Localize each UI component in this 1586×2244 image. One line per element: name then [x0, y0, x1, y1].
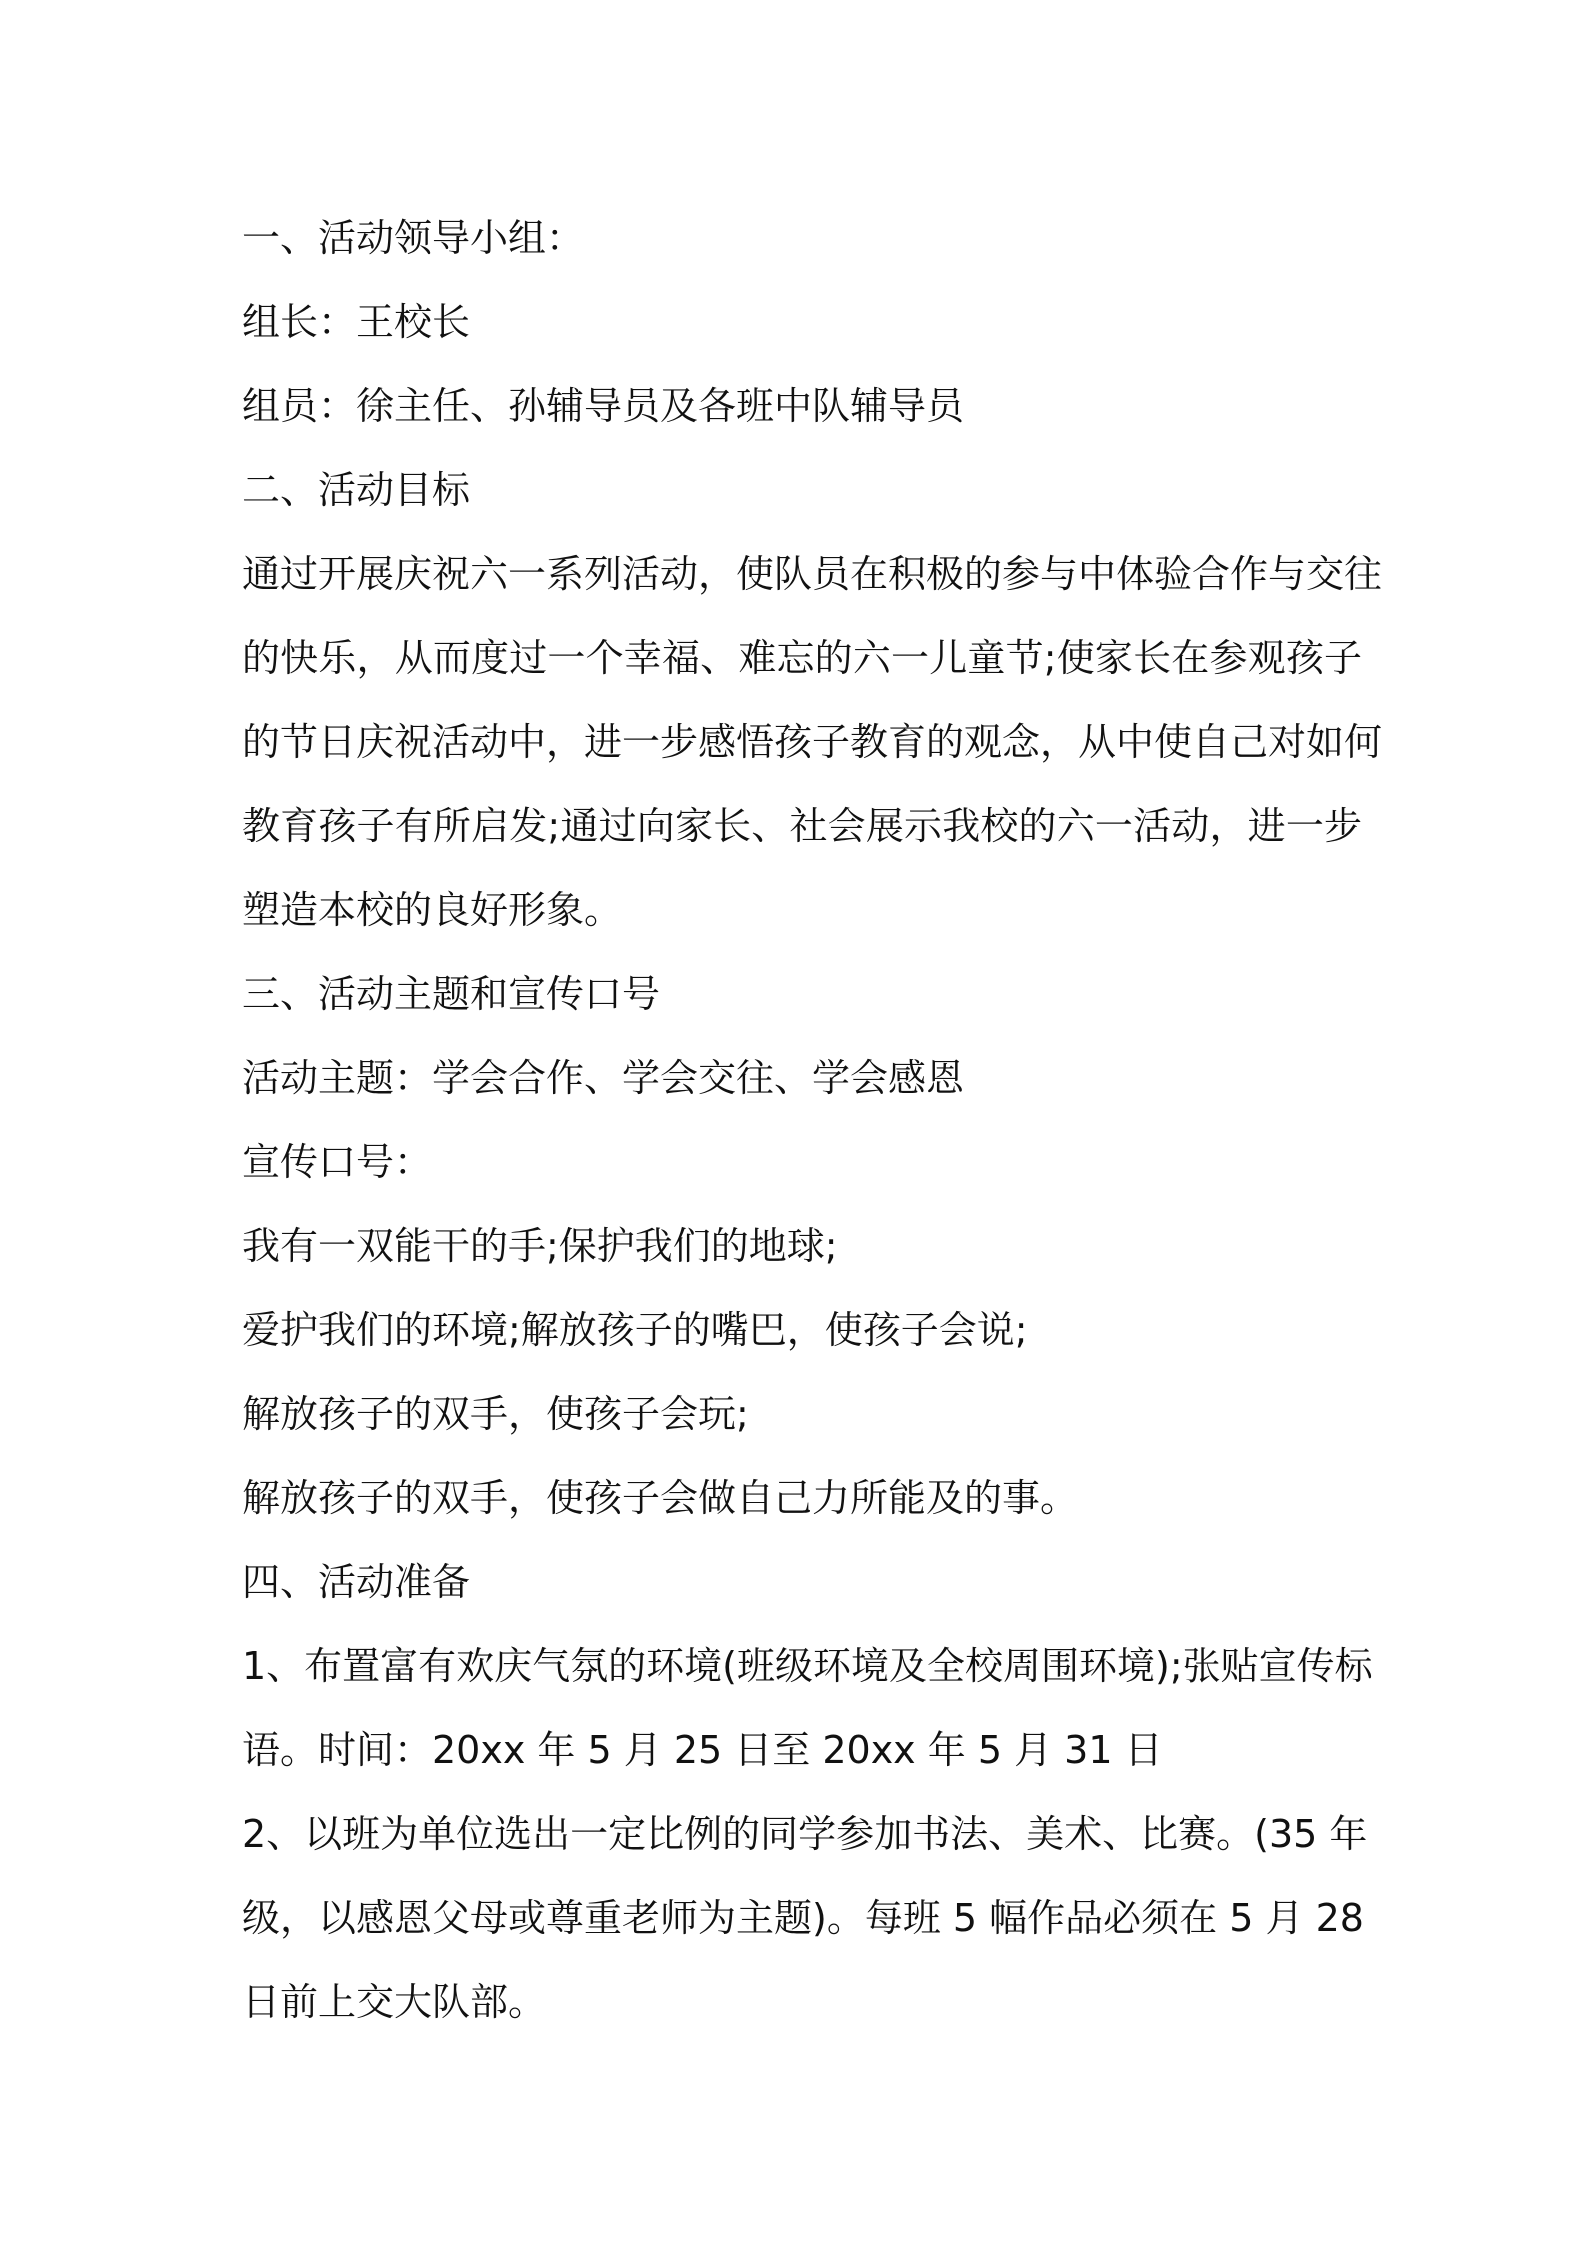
- document-body: [242, 196, 1383, 2044]
- goals-paragraph-line: 教育孩子有所启发;通过向家长、社会展示我校的六一活动，进一步: [242, 804, 1362, 848]
- slogan-line: 爱护我们的环境;解放孩子的嘴巴，使孩子会说;: [242, 1308, 1028, 1352]
- preparation-item-line: 2、以班为单位选出一定比例的同学参加书法、美术、比赛。(35 年: [242, 1812, 1368, 1856]
- slogan-line: 我有一双能干的手;保护我们的地球;: [242, 1224, 838, 1268]
- leader-line: 组长：王校长: [242, 300, 471, 344]
- goals-paragraph-line: 通过开展庆祝六一系列活动，使队员在积极的参与中体验合作与交往: [242, 552, 1383, 596]
- theme-line: 活动主题：学会合作、学会交往、学会感恩: [242, 1056, 965, 1100]
- section-heading-leadership: 一、活动领导小组：: [242, 216, 585, 260]
- members-line: 组员：徐主任、孙辅导员及各班中队辅导员: [242, 384, 965, 428]
- preparation-item-line: 语。时间：20xx 年 5 月 25 日至 20xx 年 5 月 31 日: [242, 1728, 1163, 1772]
- goals-paragraph-line: 的节日庆祝活动中，进一步感悟孩子教育的观念，从中使自己对如何: [242, 720, 1383, 764]
- preparation-item-line: 级，以感恩父母或尊重老师为主题)。每班 5 幅作品必须在 5 月 28: [242, 1896, 1364, 1940]
- section-heading-goals: 二、活动目标: [242, 468, 471, 512]
- section-heading-preparation: 四、活动准备: [242, 1560, 471, 1604]
- slogan-line: 解放孩子的双手，使孩子会玩;: [242, 1392, 749, 1436]
- slogan-line: 解放孩子的双手，使孩子会做自己力所能及的事。: [242, 1476, 1079, 1520]
- preparation-item-line: 1、布置富有欢庆气氛的环境(班级环境及全校周围环境);张贴宣传标: [242, 1644, 1373, 1688]
- preparation-item-line: 日前上交大队部。: [242, 1980, 547, 2024]
- goals-paragraph-line: 的快乐，从而度过一个幸福、难忘的六一儿童节;使家长在参观孩子: [242, 636, 1362, 680]
- slogan-heading: 宣传口号：: [242, 1140, 433, 1184]
- section-heading-theme: 三、活动主题和宣传口号: [242, 972, 661, 1016]
- goals-paragraph-line: 塑造本校的良好形象。: [242, 888, 623, 932]
